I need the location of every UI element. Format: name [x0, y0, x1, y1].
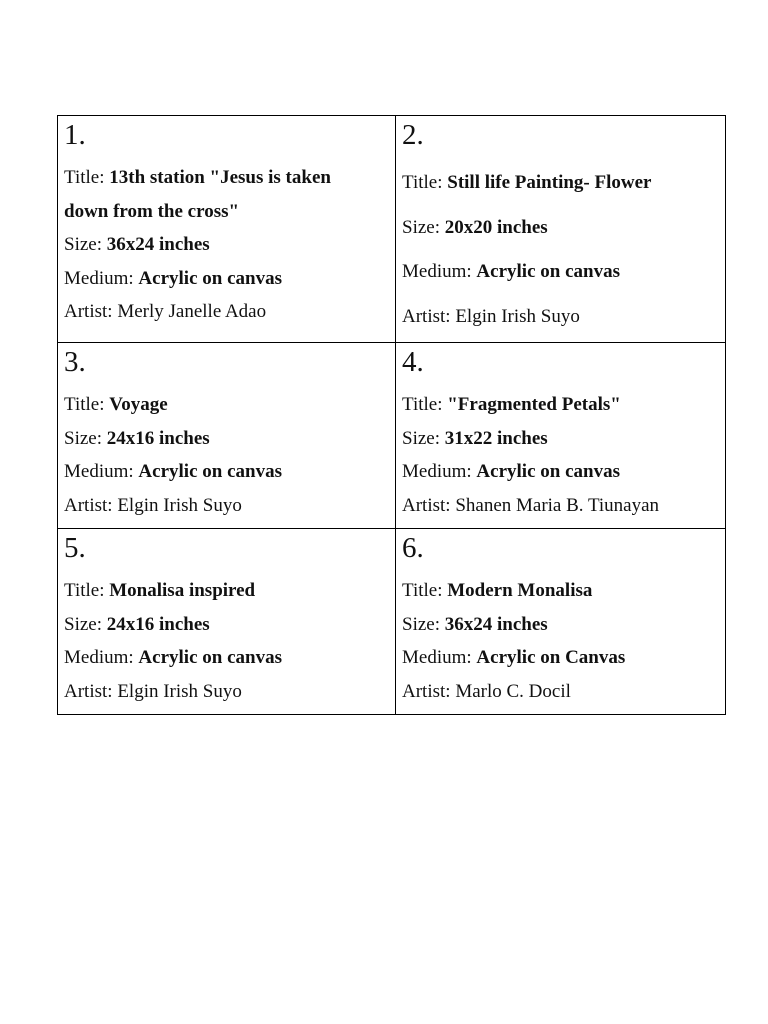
medium-value: Acrylic on canvas	[476, 261, 620, 282]
title-label: Title:	[64, 580, 110, 601]
title-label: Title:	[64, 167, 110, 188]
artwork-size	[64, 608, 389, 642]
artwork-cell-5	[58, 529, 396, 715]
medium-value: Acrylic on canvas	[138, 461, 282, 482]
artwork-number: 1.	[64, 119, 86, 151]
artist-value: Elgin Irish Suyo	[117, 494, 242, 516]
table-row	[58, 529, 726, 715]
artwork-medium	[402, 641, 719, 675]
size-value: 24x16 inches	[106, 427, 210, 449]
artist-label: Artist:	[402, 305, 456, 327]
artist-value: Shanen Maria B. Tiunayan	[455, 494, 660, 516]
artwork-size	[402, 422, 719, 456]
table-row	[58, 116, 726, 343]
artwork-size	[402, 206, 719, 251]
medium-label: Medium:	[402, 261, 477, 282]
medium-label: Medium:	[64, 647, 139, 668]
artwork-size	[402, 608, 719, 642]
artwork-size	[64, 228, 389, 262]
table-row	[58, 343, 726, 529]
artwork-artist	[64, 489, 389, 523]
artwork-artist	[64, 675, 389, 709]
size-label: Size:	[402, 216, 445, 238]
title-label: Title:	[402, 394, 448, 415]
artwork-medium	[64, 455, 389, 489]
artwork-cell-6	[396, 529, 726, 715]
artwork-title	[64, 161, 364, 228]
size-value: 31x22 inches	[444, 427, 548, 449]
size-value: 20x20 inches	[444, 216, 548, 238]
size-label: Size:	[402, 427, 445, 449]
medium-value: Acrylic on canvas	[476, 461, 620, 482]
medium-value: Acrylic on canvas	[138, 267, 282, 289]
artwork-number: 5.	[64, 532, 86, 564]
artwork-artist	[402, 489, 719, 523]
artist-value: Elgin Irish Suyo	[117, 680, 242, 702]
medium-value: Acrylic on canvas	[138, 647, 282, 668]
title-label: Title:	[64, 394, 110, 415]
title-label: Title:	[402, 172, 448, 193]
artist-label: Artist:	[64, 494, 118, 516]
artist-label: Artist:	[64, 301, 118, 322]
medium-value: Acrylic on Canvas	[476, 647, 626, 668]
artwork-title	[402, 161, 719, 206]
size-label: Size:	[64, 427, 107, 449]
artwork-number: 6.	[402, 532, 424, 564]
artwork-title	[402, 388, 719, 422]
artwork-artist	[402, 675, 719, 709]
artwork-medium	[64, 641, 389, 675]
artwork-artist	[64, 295, 389, 329]
title-value: Modern Monalisa	[447, 580, 593, 601]
size-label: Size:	[64, 613, 107, 635]
title-label: Title:	[402, 580, 448, 601]
artwork-cell-2	[396, 116, 726, 343]
artist-label: Artist:	[64, 680, 118, 702]
size-value: 36x24 inches	[444, 613, 548, 635]
title-value: Monalisa inspired	[109, 580, 256, 601]
artist-label: Artist:	[402, 680, 456, 702]
artwork-cell-4	[396, 343, 726, 529]
medium-label: Medium:	[402, 461, 477, 482]
title-value: Still life Painting- Flower	[447, 172, 652, 193]
artwork-size	[64, 422, 389, 456]
artist-value: Marlo C. Docil	[455, 680, 571, 702]
medium-label: Medium:	[64, 461, 139, 482]
size-value: 24x16 inches	[106, 613, 210, 635]
title-value: "Fragmented Petals"	[447, 394, 621, 415]
size-label: Size:	[402, 613, 445, 635]
artwork-medium	[402, 250, 719, 295]
artist-label: Artist:	[402, 494, 456, 516]
artwork-number: 4.	[402, 346, 424, 378]
artwork-artist	[402, 295, 719, 340]
medium-label: Medium:	[402, 647, 477, 668]
artwork-medium	[402, 455, 719, 489]
artwork-medium	[64, 262, 389, 296]
title-value: Voyage	[109, 394, 168, 415]
artwork-cell-3	[58, 343, 396, 529]
artwork-number: 3.	[64, 346, 86, 378]
size-value: 36x24 inches	[106, 234, 210, 255]
size-label: Size:	[64, 234, 107, 255]
title-value: 13th station "Jesus is taken down from the cross"	[64, 167, 331, 222]
artist-value: Merly Janelle Adao	[117, 301, 267, 322]
artwork-number: 2.	[402, 119, 424, 151]
artwork-title	[64, 574, 389, 608]
artwork-cell-1	[58, 116, 396, 343]
artist-value: Elgin Irish Suyo	[455, 305, 580, 327]
medium-label: Medium:	[64, 267, 139, 289]
artwork-title	[64, 388, 389, 422]
artwork-table	[57, 115, 726, 715]
artwork-title	[402, 574, 719, 608]
